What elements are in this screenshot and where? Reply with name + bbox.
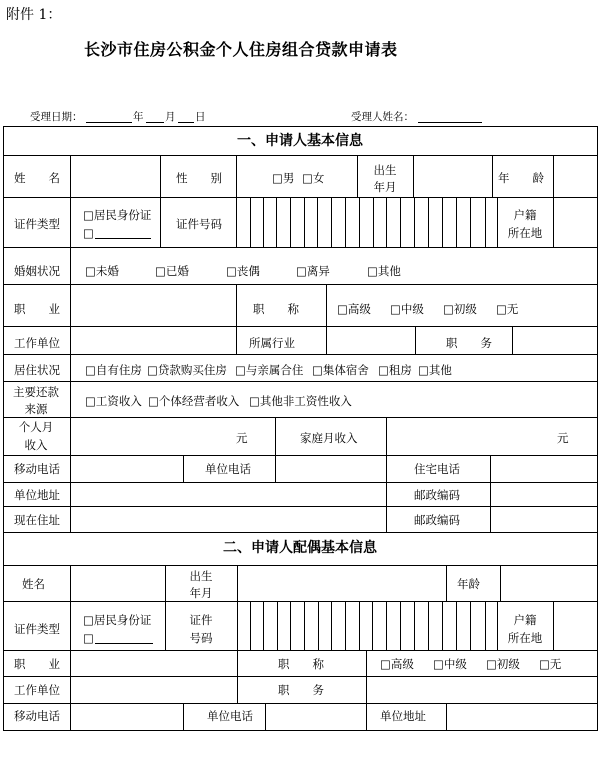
table-vline xyxy=(553,197,554,248)
table-vline xyxy=(275,455,276,483)
work-phone-label: 单位电话 xyxy=(205,462,251,476)
age-label: 年 龄 xyxy=(498,171,544,185)
table-vline xyxy=(386,482,387,507)
spouse-position-label: 职 务 xyxy=(278,683,324,697)
id-digit-divider xyxy=(250,197,251,248)
table-hline xyxy=(3,417,598,418)
table-vline xyxy=(265,703,266,731)
table-vline xyxy=(237,601,238,651)
table-vline xyxy=(326,284,327,327)
table-vline xyxy=(160,197,161,248)
birth-label-1: 出生 xyxy=(373,163,397,177)
marital-opt-married[interactable]: □已婚 xyxy=(155,264,189,278)
residence-label: 居住状况 xyxy=(14,363,60,377)
table-vline xyxy=(236,197,237,248)
marital-opt-divorced[interactable]: □离异 xyxy=(296,264,330,278)
marital-opt-single[interactable]: □未婚 xyxy=(85,264,119,278)
table-hline xyxy=(3,455,598,456)
year-blank[interactable] xyxy=(86,122,132,123)
date-label: 受理日期： xyxy=(30,111,83,123)
spouse-huji-label-1: 户籍 xyxy=(513,613,537,627)
table-vline xyxy=(386,417,387,456)
spouse-id-digit-divider xyxy=(485,601,486,651)
table-vline xyxy=(275,417,276,456)
spouse-id-digit-divider xyxy=(263,601,264,651)
id-digit-divider xyxy=(290,197,291,248)
handler-label: 受理人姓名： xyxy=(351,111,414,123)
table-vline xyxy=(165,601,166,651)
id-type-label: 证件类型 xyxy=(14,217,60,231)
residence-opt-loan[interactable]: □贷款购买住房 xyxy=(147,363,227,377)
title-opt-junior[interactable]: □初级 xyxy=(443,302,477,316)
table-vline xyxy=(183,455,184,483)
repay-label-2: 来源 xyxy=(24,402,48,416)
industry-label: 所属行业 xyxy=(249,336,295,350)
id-digit-divider xyxy=(400,197,401,248)
day-blank[interactable] xyxy=(178,122,194,123)
spouse-id-digit-divider xyxy=(345,601,346,651)
position-label: 职 务 xyxy=(446,336,492,350)
spouse-id-digit-divider xyxy=(456,601,457,651)
id-no-label: 证件号码 xyxy=(176,217,222,231)
table-hline xyxy=(3,703,598,704)
table-vline xyxy=(237,650,238,677)
spouse-id-digit-divider xyxy=(470,601,471,651)
table-vline xyxy=(236,155,237,198)
marital-label: 婚姻状况 xyxy=(14,264,60,278)
table-vline xyxy=(386,455,387,483)
table-hline xyxy=(3,650,598,651)
table-vline xyxy=(70,155,71,198)
spouse-id-digit-divider xyxy=(400,601,401,651)
table-hline xyxy=(3,326,598,327)
table-vline xyxy=(490,455,491,483)
title-label: 职 称 xyxy=(253,302,299,316)
table-vline xyxy=(366,676,367,704)
family-income-label: 家庭月收入 xyxy=(300,431,358,445)
spouse-id-digit-divider xyxy=(290,601,291,651)
repay-opt-business[interactable]: □个体经营者收入 xyxy=(148,394,240,408)
handler-blank[interactable] xyxy=(418,122,482,123)
table-vline xyxy=(70,197,71,248)
table-border-bottom xyxy=(3,730,598,731)
spouse-employer-label: 工作单位 xyxy=(14,683,60,697)
table-border-top xyxy=(3,126,598,127)
table-hline xyxy=(3,601,598,602)
spouse-birth-label-2: 年月 xyxy=(189,586,213,600)
spouse-job-label: 职 业 xyxy=(14,657,60,671)
section1-title: 一、申请人基本信息 xyxy=(237,133,363,149)
table-vline xyxy=(70,417,71,456)
annex-label: 附件 1： xyxy=(6,7,62,23)
table-hline xyxy=(3,506,598,507)
residence-opt-rent[interactable]: □租房 xyxy=(378,363,412,377)
month-blank[interactable] xyxy=(146,122,164,123)
repay-opt-salary[interactable]: □工资收入 xyxy=(85,394,142,408)
id-digit-divider xyxy=(428,197,429,248)
spouse-id-digit-divider xyxy=(331,601,332,651)
spouse-id-digit-divider xyxy=(277,601,278,651)
table-vline xyxy=(183,703,184,731)
table-vline xyxy=(497,197,498,248)
id-digit-divider xyxy=(456,197,457,248)
spouse-title-opt-none[interactable]: □无 xyxy=(539,657,562,671)
table-vline xyxy=(236,326,237,355)
table-vline xyxy=(386,506,387,533)
id-digit-divider xyxy=(373,197,374,248)
id-digit-divider xyxy=(386,197,387,248)
table-border-right xyxy=(597,126,598,731)
work-postcode-label: 邮政编码 xyxy=(414,488,460,502)
spouse-id-digit-divider xyxy=(318,601,319,651)
work-addr-label: 单位地址 xyxy=(14,488,60,502)
mobile-label: 移动电话 xyxy=(14,462,60,476)
table-vline xyxy=(500,565,501,602)
spouse-age-label: 年龄 xyxy=(457,577,480,591)
id-digit-divider xyxy=(276,197,277,248)
table-vline xyxy=(70,455,71,483)
spouse-title-opt-junior[interactable]: □初级 xyxy=(486,657,520,671)
table-vline xyxy=(326,326,327,355)
spouse-id-digit-divider xyxy=(250,601,251,651)
spouse-id-digit-divider xyxy=(304,601,305,651)
table-vline xyxy=(553,155,554,198)
income-unit: 元 xyxy=(236,431,248,445)
spouse-id-digit-divider xyxy=(359,601,360,651)
job-label: 职 业 xyxy=(14,302,60,316)
year-label: 年 xyxy=(133,111,144,123)
table-hline xyxy=(3,354,598,355)
residence-opt-relatives[interactable]: □与亲属合住 xyxy=(235,363,304,377)
id-digit-divider xyxy=(263,197,264,248)
spouse-mobile-label: 移动电话 xyxy=(14,709,60,723)
table-vline xyxy=(492,155,493,198)
id-digit-divider xyxy=(331,197,332,248)
day-label: 日 xyxy=(195,111,206,123)
spouse-birth-label-1: 出生 xyxy=(189,569,213,583)
cur-addr-label: 现在住址 xyxy=(14,513,60,527)
id-opt-other[interactable]: □ xyxy=(83,226,94,240)
male-checkbox[interactable]: □男 xyxy=(272,171,295,185)
marital-opt-other[interactable]: □其他 xyxy=(367,264,401,278)
table-vline xyxy=(165,565,166,602)
table-vline xyxy=(70,506,71,533)
id-digit-divider xyxy=(317,197,318,248)
table-hline xyxy=(3,197,598,198)
income-label-1: 个人月 xyxy=(18,420,54,434)
table-vline xyxy=(70,650,71,677)
table-vline xyxy=(446,565,447,602)
month-label: 月 xyxy=(165,111,176,123)
repay-opt-other[interactable]: □其他非工资性收入 xyxy=(249,394,352,408)
spouse-id-digit-divider xyxy=(414,601,415,651)
table-vline xyxy=(446,703,447,731)
table-hline xyxy=(3,284,598,285)
table-vline xyxy=(70,482,71,507)
spouse-id-digit-divider xyxy=(442,601,443,651)
table-vline xyxy=(70,703,71,731)
table-vline xyxy=(70,354,71,382)
title-opt-middle[interactable]: □中级 xyxy=(390,302,424,316)
table-vline xyxy=(415,326,416,355)
id-opt-idcard[interactable]: □居民身份证 xyxy=(83,208,152,222)
table-vline xyxy=(70,601,71,651)
id-digit-divider xyxy=(414,197,415,248)
spouse-id-no-label-2: 号码 xyxy=(189,631,213,645)
cur-postcode-label: 邮政编码 xyxy=(414,513,460,527)
title-opt-none[interactable]: □无 xyxy=(496,302,519,316)
table-hline xyxy=(3,532,598,533)
table-vline xyxy=(70,565,71,602)
title-opt-senior[interactable]: □高级 xyxy=(337,302,371,316)
spouse-id-type-label: 证件类型 xyxy=(14,622,60,636)
table-hline xyxy=(3,482,598,483)
spouse-title-opt-middle[interactable]: □中级 xyxy=(433,657,467,671)
female-checkbox[interactable]: □女 xyxy=(302,171,325,185)
name-label: 姓 名 xyxy=(14,171,60,185)
table-vline xyxy=(236,284,237,327)
form-title: 长沙市住房公积金个人住房组合贷款申请表 xyxy=(84,40,398,59)
marital-opt-widowed[interactable]: □丧偶 xyxy=(226,264,260,278)
spouse-id-opt-idcard[interactable]: □居民身份证 xyxy=(83,613,152,627)
residence-opt-dorm[interactable]: □集体宿舍 xyxy=(312,363,369,377)
huji-label-2: 所在地 xyxy=(507,226,543,240)
huji-label-1: 户籍 xyxy=(513,208,537,222)
repay-label-1: 主要还款 xyxy=(13,385,59,399)
id-digit-divider xyxy=(442,197,443,248)
table-vline xyxy=(160,155,161,198)
table-vline xyxy=(512,326,513,355)
spouse-id-opt-other[interactable]: □ xyxy=(83,631,94,645)
home-phone-label: 住宅电话 xyxy=(414,462,460,476)
table-vline xyxy=(70,284,71,327)
table-vline xyxy=(413,155,414,198)
table-vline xyxy=(366,703,367,731)
id-digit-divider xyxy=(345,197,346,248)
table-hline xyxy=(3,247,598,248)
spouse-id-other-blank[interactable] xyxy=(95,643,153,644)
table-vline xyxy=(70,247,71,285)
table-vline xyxy=(70,326,71,355)
id-digit-divider xyxy=(359,197,360,248)
table-vline xyxy=(70,381,71,418)
income-label-2: 收入 xyxy=(24,438,48,452)
spouse-id-digit-divider xyxy=(386,601,387,651)
gender-label: 性 别 xyxy=(176,171,222,185)
spouse-title-label: 职 称 xyxy=(278,657,324,671)
spouse-title-opt-senior[interactable]: □高级 xyxy=(380,657,414,671)
spouse-work-phone-label: 单位电话 xyxy=(207,709,253,723)
table-hline xyxy=(3,155,598,156)
table-vline xyxy=(237,565,238,602)
id-digit-divider xyxy=(470,197,471,248)
id-other-blank[interactable] xyxy=(95,238,151,239)
residence-opt-own[interactable]: □自有住房 xyxy=(85,363,142,377)
spouse-id-digit-divider xyxy=(428,601,429,651)
residence-opt-other[interactable]: □其他 xyxy=(418,363,452,377)
employer-label: 工作单位 xyxy=(14,336,60,350)
table-vline xyxy=(237,676,238,704)
birth-label-2: 年月 xyxy=(373,180,397,194)
table-vline xyxy=(490,482,491,507)
table-hline xyxy=(3,676,598,677)
table-vline xyxy=(366,650,367,677)
spouse-huji-label-2: 所在地 xyxy=(507,631,543,645)
table-vline xyxy=(553,601,554,651)
section2-title: 二、申请人配偶基本信息 xyxy=(223,540,377,556)
family-income-unit: 元 xyxy=(557,431,569,445)
spouse-work-addr-label: 单位地址 xyxy=(380,709,426,723)
table-hline xyxy=(3,381,598,382)
table-hline xyxy=(3,565,598,566)
spouse-id-digit-divider xyxy=(372,601,373,651)
spouse-id-no-label-1: 证件 xyxy=(189,613,213,627)
spouse-name-label: 姓名 xyxy=(22,577,45,591)
id-digit-divider xyxy=(485,197,486,248)
table-vline xyxy=(490,506,491,533)
id-digit-divider xyxy=(304,197,305,248)
table-vline xyxy=(70,676,71,704)
